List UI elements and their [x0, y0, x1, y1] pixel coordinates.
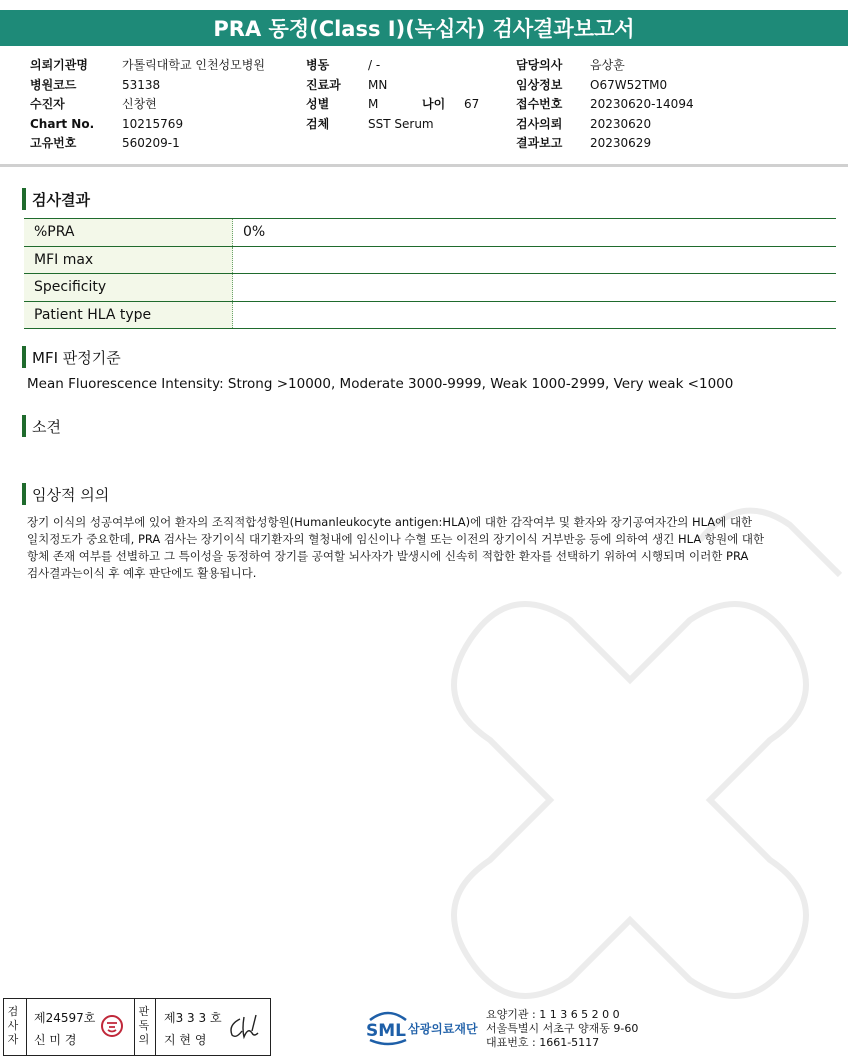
significance-text: [27, 514, 817, 582]
label-institution: 의뢰기관명: [30, 58, 88, 72]
result-value: 0%: [233, 219, 837, 247]
section-marker: [22, 346, 26, 368]
patient-info-col3: [516, 56, 694, 154]
value-ward: / -: [368, 58, 381, 72]
reviewer-label: [138, 1005, 152, 1047]
header-divider: [0, 164, 848, 167]
table-row: [24, 301, 836, 329]
section-mfi-title: MFI 판정기준: [32, 348, 121, 367]
tester-seal-icon: [100, 1014, 124, 1038]
reviewer-license-no: 제3 3 3 호: [164, 1011, 222, 1025]
value-age: 67: [464, 97, 480, 111]
value-chart-no: 10215769: [122, 116, 184, 131]
tester-license-no: 제24597호: [34, 1011, 96, 1025]
value-report-date: 20230629: [590, 136, 652, 150]
address-line: 서울특별시 서초구 양재동 9-60: [486, 1022, 639, 1035]
tester-label: [7, 1005, 21, 1047]
label-clinical-info: 임상정보: [516, 77, 563, 92]
section-mfi: [22, 346, 121, 368]
value-request-date: 20230620: [590, 116, 652, 131]
section-marker: [22, 415, 26, 437]
patient-info-col2: [306, 56, 479, 134]
section-marker: [22, 483, 26, 505]
label-department: 진료과: [306, 77, 341, 92]
label-hospital-code: 병원코드: [30, 77, 77, 92]
result-table: [24, 218, 836, 329]
divider: [155, 999, 156, 1055]
table-row: [24, 274, 836, 302]
result-value: [233, 301, 837, 329]
label-patient: 수진자: [30, 97, 65, 111]
table-row: [24, 219, 836, 247]
section-significance-title: 임상적 의의: [32, 485, 110, 504]
label-unique-no: 고유번호: [30, 136, 77, 150]
section-opinion-title: 소견: [32, 417, 61, 436]
result-key: MFI max: [24, 246, 233, 274]
label-chart-no: Chart No.: [30, 116, 95, 131]
significance-line: 장기 이식의 성공여부에 있어 환자의 조직적합성항원(Humanleukocyte antigen:HLA)에 대한 감작여부 및 환자와 장기공여자간의 HLA에 대한: [27, 515, 753, 529]
reviewer-signature-icon: [226, 1011, 264, 1043]
org-address: [486, 1008, 638, 1050]
label-receipt-no: 접수번호: [516, 97, 563, 111]
value-receipt-no: 20230620-14094: [590, 97, 694, 111]
section-significance: [22, 483, 109, 505]
label-age: 나이: [422, 97, 446, 111]
value-hospital-code: 53138: [122, 77, 161, 92]
value-specimen: SST Serum: [368, 116, 434, 131]
reviewer-label-text: 판독의: [138, 1005, 150, 1046]
section-result-title: 검사결과: [32, 190, 90, 209]
label-sex: 성별: [306, 97, 330, 111]
divider: [26, 999, 27, 1055]
section-opinion: [22, 415, 61, 437]
label-doctor: 담당의사: [516, 58, 563, 72]
divider: [134, 999, 135, 1055]
patient-info-col1: [30, 56, 265, 154]
value-doctor: 음상훈: [590, 58, 625, 72]
tester-label-text: 검사자: [7, 1005, 19, 1046]
significance-line: 항체 존재 여부를 선별하고 그 특이성을 동정하여 장기를 공여할 뇌사자가 발생시에 신속히 적합한 환자를 선택하기 위하여 시행되며 이러한 PRA: [27, 549, 749, 563]
table-row: [24, 246, 836, 274]
label-request-date: 검사의뢰: [516, 116, 563, 131]
sml-logo-icon: [366, 1006, 408, 1046]
sml-logo-text: SML: [366, 1021, 406, 1041]
label-report-date: 결과보고: [516, 136, 563, 150]
value-institution: 가톨릭대학교 인천성모병원: [122, 58, 265, 72]
result-key: Patient HLA type: [24, 301, 233, 329]
report-title: PRA 동정(Class I)(녹십자) 검사결과보고서: [0, 10, 848, 46]
label-ward: 병동: [306, 58, 330, 72]
address-line: 대표번호 : 1661-5117: [486, 1036, 600, 1049]
signature-box: [3, 998, 271, 1056]
result-key: %PRA: [24, 219, 233, 247]
result-value: [233, 246, 837, 274]
value-department: MN: [368, 77, 388, 92]
tester-name: 신 미 경: [34, 1033, 77, 1047]
reviewer-name: 지 현 영: [164, 1033, 207, 1047]
section-result: [22, 188, 90, 210]
value-unique-no: 560209-1: [122, 136, 180, 150]
section-marker: [22, 188, 26, 210]
org-name: 삼광의료재단: [408, 1022, 478, 1036]
value-sex: M: [368, 97, 379, 111]
value-clinical-info: O67W52TM0: [590, 77, 668, 92]
mfi-criteria-text: Mean Fluorescence Intensity: Strong >10000, Moderate 3000-9999, Weak 1000-2999, Very weak <1000: [27, 376, 734, 392]
significance-line: 일치정도가 중요한데, PRA 검사는 장기이식 대기환자의 혈청내에 임신이나 수혈 또는 이전의 장기이식 거부반응 등에 의하여 생긴 HLA 항원에 대한: [27, 532, 765, 546]
value-patient: 신창현: [122, 97, 157, 111]
address-line: 요양기관 : 1 1 3 6 5 2 0 0: [486, 1008, 620, 1021]
result-key: Specificity: [24, 274, 233, 302]
label-specimen: 검체: [306, 116, 330, 131]
result-value: [233, 274, 837, 302]
significance-line: 검사결과는이식 후 예후 판단에도 활용됩니다.: [27, 566, 257, 580]
